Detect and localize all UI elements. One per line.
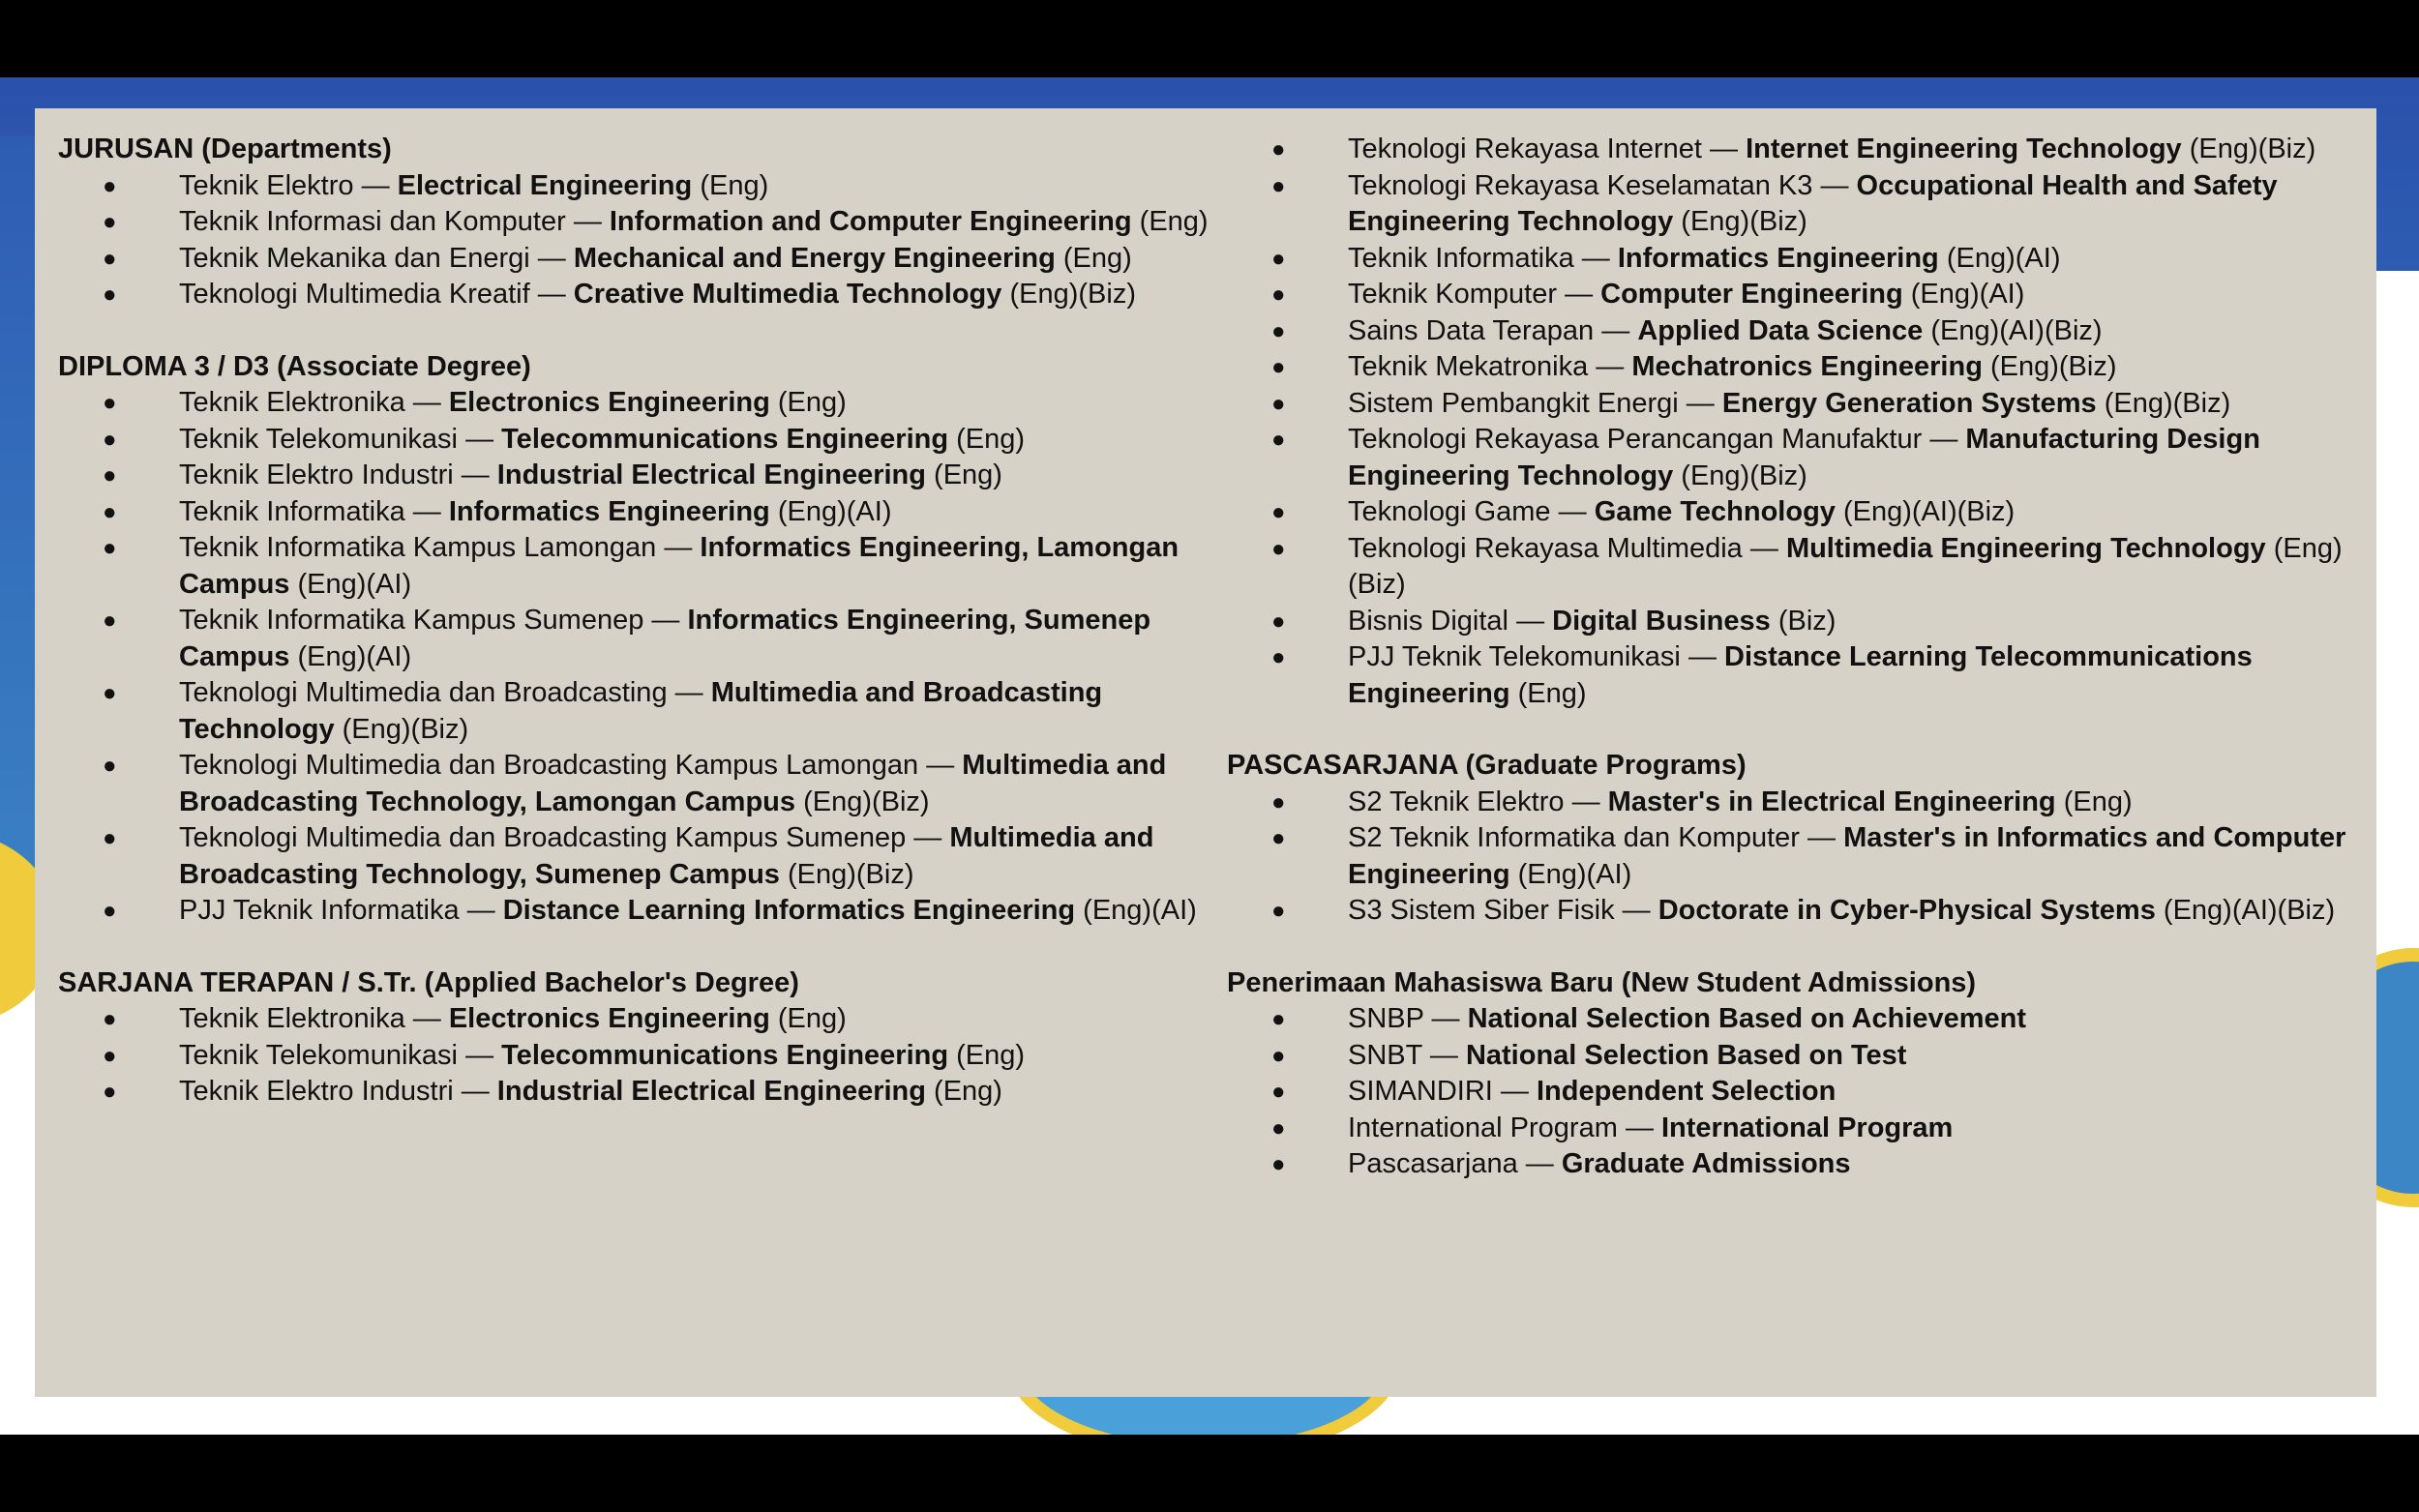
section-penerimaan-mahasiswa-baru-new-student-ad	[1227, 965, 2369, 1183]
separator-dash: —	[461, 1076, 490, 1107]
bullet-icon: ●	[1271, 788, 1286, 815]
separator-dash: —	[361, 169, 390, 201]
separator-dash: —	[1820, 169, 1849, 201]
list-item	[1227, 1001, 2369, 1038]
program-name-id: Teknik Elektro	[179, 169, 354, 201]
program-name-en: Informatics Engineering, Sumenep Campus	[179, 605, 1151, 672]
bullet-icon: ●	[1271, 499, 1286, 525]
list-item	[58, 458, 1219, 494]
list-item	[1227, 1146, 2369, 1183]
program-tags: (Eng)(AI)	[777, 495, 892, 527]
program-tags: (Eng)	[1517, 677, 1587, 709]
list-item	[58, 530, 1219, 603]
separator-dash: —	[651, 605, 680, 636]
program-name-id: PJJ Teknik Telekomunikasi	[1348, 641, 1681, 672]
program-name-id: Teknologi Multimedia dan Broadcasting Kampus Lamongan	[179, 750, 919, 781]
program-name-en: Occupational Health and Safety Engineering Technology	[1348, 169, 2278, 237]
program-name-id: Pascasarjana	[1348, 1148, 1518, 1179]
bullet-icon: ●	[103, 245, 117, 272]
program-name-id: Teknik Komputer	[1348, 279, 1557, 310]
bullet-icon: ●	[1271, 644, 1286, 670]
program-name-en: National Selection Based on Test	[1465, 1039, 1907, 1071]
separator-dash: —	[1571, 786, 1600, 817]
bullet-icon: ●	[1271, 608, 1286, 635]
bullet-icon: ●	[103, 462, 117, 489]
program-name-id: Teknik Elektro Industri	[179, 460, 454, 490]
separator-dash: —	[1581, 242, 1610, 274]
program-name-en: Internet Engineering Technology	[1746, 133, 2182, 164]
program-name-en: Industrial Electrical Engineering	[496, 1076, 926, 1107]
separator-dash: —	[465, 1039, 494, 1071]
list-item	[1227, 494, 2369, 531]
bullet-icon: ●	[103, 172, 117, 199]
program-tags: (Eng)(Biz)	[2189, 133, 2316, 164]
bullet-icon: ●	[103, 282, 117, 308]
list-item	[58, 1001, 1219, 1038]
program-name-en: Industrial Electrical Engineering	[496, 460, 926, 490]
program-name-en: Computer Engineering	[1600, 279, 1903, 310]
list-item	[58, 385, 1219, 422]
separator-dash: —	[1622, 895, 1651, 926]
list-item	[58, 1038, 1219, 1075]
separator-dash: —	[913, 822, 942, 853]
program-name-id: SNBT	[1348, 1039, 1422, 1071]
program-name-id: S2 Teknik Elektro	[1348, 786, 1565, 817]
program-list	[1227, 785, 2369, 930]
list-item	[1227, 349, 2369, 386]
program-name-id: Teknik Telekomunikasi	[179, 423, 458, 455]
list-item	[58, 494, 1219, 531]
list-item	[58, 277, 1219, 313]
list-item	[58, 675, 1219, 748]
separator-dash: —	[1525, 1148, 1554, 1179]
program-name-en: Electrical Engineering	[397, 169, 693, 201]
program-name-en: Electronics Engineering	[448, 387, 770, 418]
program-name-id: Teknik Informatika Kampus Lamongan	[179, 532, 657, 563]
list-item	[1227, 1074, 2369, 1111]
program-name-id: Teknologi Rekayasa Internet	[1348, 133, 1702, 164]
program-name-en: Informatics Engineering, Lamongan Campus	[179, 532, 1180, 600]
separator-dash: —	[926, 750, 955, 781]
separator-dash: —	[1929, 424, 1958, 455]
program-name-id: Teknik Informatika	[179, 495, 405, 527]
program-name-id: Sains Data Terapan	[1348, 314, 1595, 346]
program-name-en: Independent Selection	[1536, 1076, 1837, 1107]
separator-dash: —	[1431, 1003, 1460, 1034]
program-name-en: Multimedia and Broadcasting Technology, Sumenep Campus	[179, 822, 1154, 890]
program-name-id: SIMANDIRI	[1348, 1076, 1493, 1107]
separator-dash: —	[1558, 496, 1587, 527]
list-item	[58, 603, 1219, 675]
program-tags: (Eng)(Biz)	[342, 713, 469, 745]
separator-dash: —	[1710, 133, 1739, 164]
list-item	[1227, 531, 2369, 604]
separator-dash: —	[1687, 641, 1717, 672]
separator-dash: —	[412, 495, 441, 527]
program-tags: (Eng)(Biz)	[803, 786, 930, 817]
bullet-icon: ●	[103, 390, 117, 416]
list-item	[1227, 785, 2369, 821]
program-name-en: Multimedia and Broadcasting Technology, Lamongan Campus	[179, 750, 1167, 817]
separator-dash: —	[537, 279, 566, 310]
program-name-en: Digital Business	[1552, 605, 1771, 637]
separator-dash: —	[1565, 279, 1594, 310]
program-tags: (Eng)(AI)	[1517, 858, 1632, 890]
program-name-en: Informatics Engineering	[448, 495, 770, 527]
program-name-en: Doctorate in Cyber-Physical Systems	[1657, 895, 2156, 926]
program-tags: (Eng)	[1062, 242, 1132, 274]
program-name-id: Sistem Pembangkit Energi	[1348, 387, 1679, 419]
section-heading: SARJANA TERAPAN / S.Tr. (Applied Bachelor's Degree)	[58, 966, 799, 998]
bullet-icon: ●	[103, 608, 117, 634]
list-item	[58, 893, 1219, 930]
program-name-en: Manufacturing Design Engineering Technology	[1348, 424, 2260, 491]
section-heading: Penerimaan Mahasiswa Baru (New Student Admissions)	[1227, 966, 1977, 998]
bullet-icon: ●	[1271, 1114, 1286, 1141]
separator-dash: —	[465, 423, 494, 455]
section-heading: PASCASARJANA (Graduate Programs)	[1227, 750, 1747, 781]
program-name-en: Energy Generation Systems	[1721, 387, 2097, 419]
bullet-icon: ●	[1271, 898, 1286, 924]
program-name-id: International Program	[1348, 1112, 1618, 1143]
program-name-en: Distance Learning Telecommunications Engineering	[1348, 641, 2253, 709]
program-list	[58, 1001, 1219, 1111]
program-list	[1227, 1001, 2369, 1183]
program-tags: (Eng)	[1139, 206, 1209, 237]
program-name-id: Teknik Elektro Industri	[179, 1076, 454, 1107]
program-name-id: Teknologi Multimedia dan Broadcasting	[179, 677, 668, 708]
program-name-en: Multimedia and Broadcasting Technology	[179, 677, 1103, 745]
program-name-en: Telecommunications Engineering	[501, 423, 949, 455]
program-name-id: Teknologi Multimedia dan Broadcasting Kampus Sumenep	[179, 822, 907, 853]
list-item	[1227, 1038, 2369, 1075]
section-pascasarjana-graduate-programs	[1227, 748, 2369, 930]
bullet-icon: ●	[103, 753, 117, 779]
program-tags: (Eng)	[777, 1003, 847, 1034]
list-item	[58, 168, 1219, 205]
content-panel	[35, 108, 2376, 1397]
program-name-id: Teknik Telekomunikasi	[179, 1039, 458, 1071]
program-tags: (Biz)	[1777, 605, 1837, 637]
separator-dash: —	[1625, 1112, 1654, 1143]
separator-dash: —	[664, 532, 693, 563]
program-name-id: S3 Sistem Siber Fisik	[1348, 895, 1615, 926]
program-name-id: Teknik Mekanika dan Energi	[179, 242, 530, 274]
program-tags: (Eng)(Biz)	[1989, 351, 2117, 382]
list-item	[1227, 313, 2369, 350]
list-item	[58, 1074, 1219, 1111]
list-item	[58, 820, 1219, 893]
program-name-en: Telecommunications Engineering	[501, 1039, 949, 1071]
separator-dash: —	[1429, 1039, 1458, 1071]
separator-dash: —	[412, 387, 441, 418]
section-jurusan-departments	[58, 132, 1219, 313]
program-name-id: Teknik Informatika	[1348, 242, 1574, 274]
bullet-icon: ●	[103, 898, 117, 924]
bullet-icon: ●	[103, 1079, 117, 1105]
program-tags: (Eng)(AI)	[1946, 242, 2061, 274]
bullet-icon: ●	[1271, 354, 1286, 380]
program-tags: (Eng)	[2063, 786, 2133, 817]
program-tags: (Eng)(Biz)	[787, 858, 914, 890]
program-tags: (Eng)	[700, 169, 769, 201]
bullet-icon: ●	[1271, 282, 1286, 308]
program-name-id: Teknologi Multimedia Kreatif	[179, 279, 530, 310]
program-name-en: Mechanical and Energy Engineering	[573, 242, 1056, 274]
program-tags: (Eng)(AI)(Biz)	[2163, 895, 2336, 926]
program-name-id: Teknik Mekatronika	[1348, 351, 1589, 382]
program-name-id: Teknik Elektronika	[179, 387, 405, 418]
program-tags: (Eng)(Biz)	[1681, 206, 1807, 237]
program-name-en: Electronics Engineering	[448, 1003, 770, 1034]
program-tags: (Eng)	[934, 460, 1002, 490]
program-tags: (Eng)(AI)	[297, 640, 412, 672]
bullet-icon: ●	[1271, 825, 1286, 851]
list-item	[58, 241, 1219, 278]
program-name-id: Teknologi Rekayasa Perancangan Manufaktur	[1348, 424, 1923, 455]
program-name-id: PJJ Teknik Informatika	[179, 895, 460, 926]
list-item	[1227, 1111, 2369, 1147]
program-tags: (Eng)	[956, 1039, 1026, 1071]
list-item	[1227, 893, 2369, 930]
bullet-icon: ●	[1271, 136, 1286, 163]
separator-dash: —	[1516, 605, 1545, 637]
program-name-en: Multimedia Engineering Technology	[1785, 532, 2266, 564]
list-item	[58, 422, 1219, 459]
bullet-icon: ●	[1271, 245, 1286, 272]
separator-dash: —	[674, 677, 703, 708]
program-name-en: Game Technology	[1594, 496, 1836, 527]
list-item	[1227, 241, 2369, 278]
program-tags: (Eng)(Biz)	[2104, 387, 2231, 419]
bullet-icon: ●	[103, 498, 117, 525]
program-name-en: Master's in Electrical Engineering	[1607, 786, 2056, 817]
bullet-icon: ●	[1271, 427, 1286, 453]
bullet-icon: ●	[1271, 1006, 1286, 1032]
bullet-icon: ●	[1271, 1042, 1286, 1069]
section-heading: JURUSAN (Departments)	[58, 133, 392, 164]
program-name-en: Informatics Engineering	[1617, 242, 1939, 274]
program-list	[58, 385, 1219, 930]
program-tags: (Eng)(Biz)	[1009, 279, 1136, 310]
program-name-en: Master's in Informatics and Computer Engineering	[1348, 822, 2346, 890]
list-item	[1227, 132, 2369, 168]
bullet-icon: ●	[1271, 535, 1286, 562]
program-name-en: International Program	[1661, 1112, 1954, 1143]
separator-dash: —	[1601, 314, 1630, 346]
program-tags: (Eng)(AI)(Biz)	[1842, 496, 2016, 527]
separator-dash: —	[1596, 351, 1625, 382]
list-item	[1227, 386, 2369, 423]
bullet-icon: ●	[103, 1042, 117, 1069]
program-tags: (Eng)(AI)	[1083, 895, 1197, 926]
program-tags: (Eng)(AI)(Biz)	[1930, 314, 2103, 346]
bullet-icon: ●	[103, 426, 117, 453]
program-tags: (Eng)	[777, 387, 847, 418]
program-tags: (Eng)(Biz)	[1348, 532, 2343, 600]
program-name-id: S2 Teknik Informatika dan Komputer	[1348, 822, 1800, 853]
bullet-icon: ●	[1271, 1151, 1286, 1177]
program-name-id: Teknik Elektronika	[179, 1003, 405, 1034]
list-item	[1227, 277, 2369, 313]
bullet-icon: ●	[1271, 317, 1286, 344]
program-tags: (Eng)	[956, 423, 1026, 455]
program-name-en: Creative Multimedia Technology	[573, 279, 1002, 310]
separator-dash: —	[412, 1003, 441, 1034]
separator-dash: —	[1500, 1076, 1529, 1107]
program-name-id: SNBP	[1348, 1003, 1424, 1034]
list-item	[58, 748, 1219, 820]
separator-dash: —	[461, 460, 490, 490]
list-item	[58, 204, 1219, 241]
bullet-icon: ●	[1271, 390, 1286, 417]
bullet-icon: ●	[1271, 1079, 1286, 1105]
bullet-icon: ●	[103, 209, 117, 235]
bullet-icon: ●	[103, 680, 117, 706]
program-tags: (Eng)(Biz)	[1681, 460, 1807, 491]
separator-dash: —	[573, 206, 602, 237]
bullet-icon: ●	[1271, 172, 1286, 199]
list-item	[1227, 639, 2369, 712]
program-name-en: Information and Computer Engineering	[609, 206, 1132, 237]
bullet-icon: ●	[103, 535, 117, 561]
separator-dash: —	[466, 895, 495, 926]
list-item	[1227, 820, 2369, 893]
separator-dash: —	[1686, 387, 1715, 419]
separator-dash: —	[1807, 822, 1836, 853]
program-name-en: Mechatronics Engineering	[1631, 351, 1983, 382]
program-name-en: Applied Data Science	[1637, 314, 1924, 346]
program-name-id: Bisnis Digital	[1348, 605, 1508, 637]
program-name-id: Teknologi Game	[1348, 496, 1551, 527]
section-sarjana-terapan-s-tr-applied-bachelor-s-	[58, 965, 1219, 1111]
separator-dash: —	[537, 242, 566, 274]
program-tags: (Eng)	[934, 1076, 1002, 1107]
program-name-en: Graduate Admissions	[1561, 1148, 1851, 1179]
list-item	[1227, 604, 2369, 640]
list-item	[1227, 168, 2369, 241]
program-name-id: Teknologi Rekayasa Keselamatan K3	[1348, 169, 1813, 201]
program-name-en: National Selection Based on Achievement	[1467, 1003, 2027, 1034]
left-column	[58, 132, 1219, 1146]
program-tags: (Eng)(AI)	[297, 568, 412, 600]
bullet-icon: ●	[103, 825, 117, 851]
right-column	[1227, 132, 2369, 1219]
program-name-id: Teknologi Rekayasa Multimedia	[1348, 532, 1743, 564]
program-name-en: Distance Learning Informatics Engineering	[502, 895, 1076, 926]
program-tags: (Eng)(AI)	[1910, 279, 2025, 310]
program-list	[1227, 132, 2369, 712]
section-diploma-3-d3-associate-degree	[58, 349, 1219, 930]
section-heading: DIPLOMA 3 / D3 (Associate Degree)	[58, 350, 531, 382]
program-list	[58, 168, 1219, 313]
program-name-id: Teknik Informatika Kampus Sumenep	[179, 605, 644, 636]
program-name-id: Teknik Informasi dan Komputer	[179, 206, 566, 237]
section-continued	[1227, 132, 2369, 712]
separator-dash: —	[1749, 532, 1778, 564]
bullet-icon: ●	[103, 1006, 117, 1032]
list-item	[1227, 422, 2369, 494]
